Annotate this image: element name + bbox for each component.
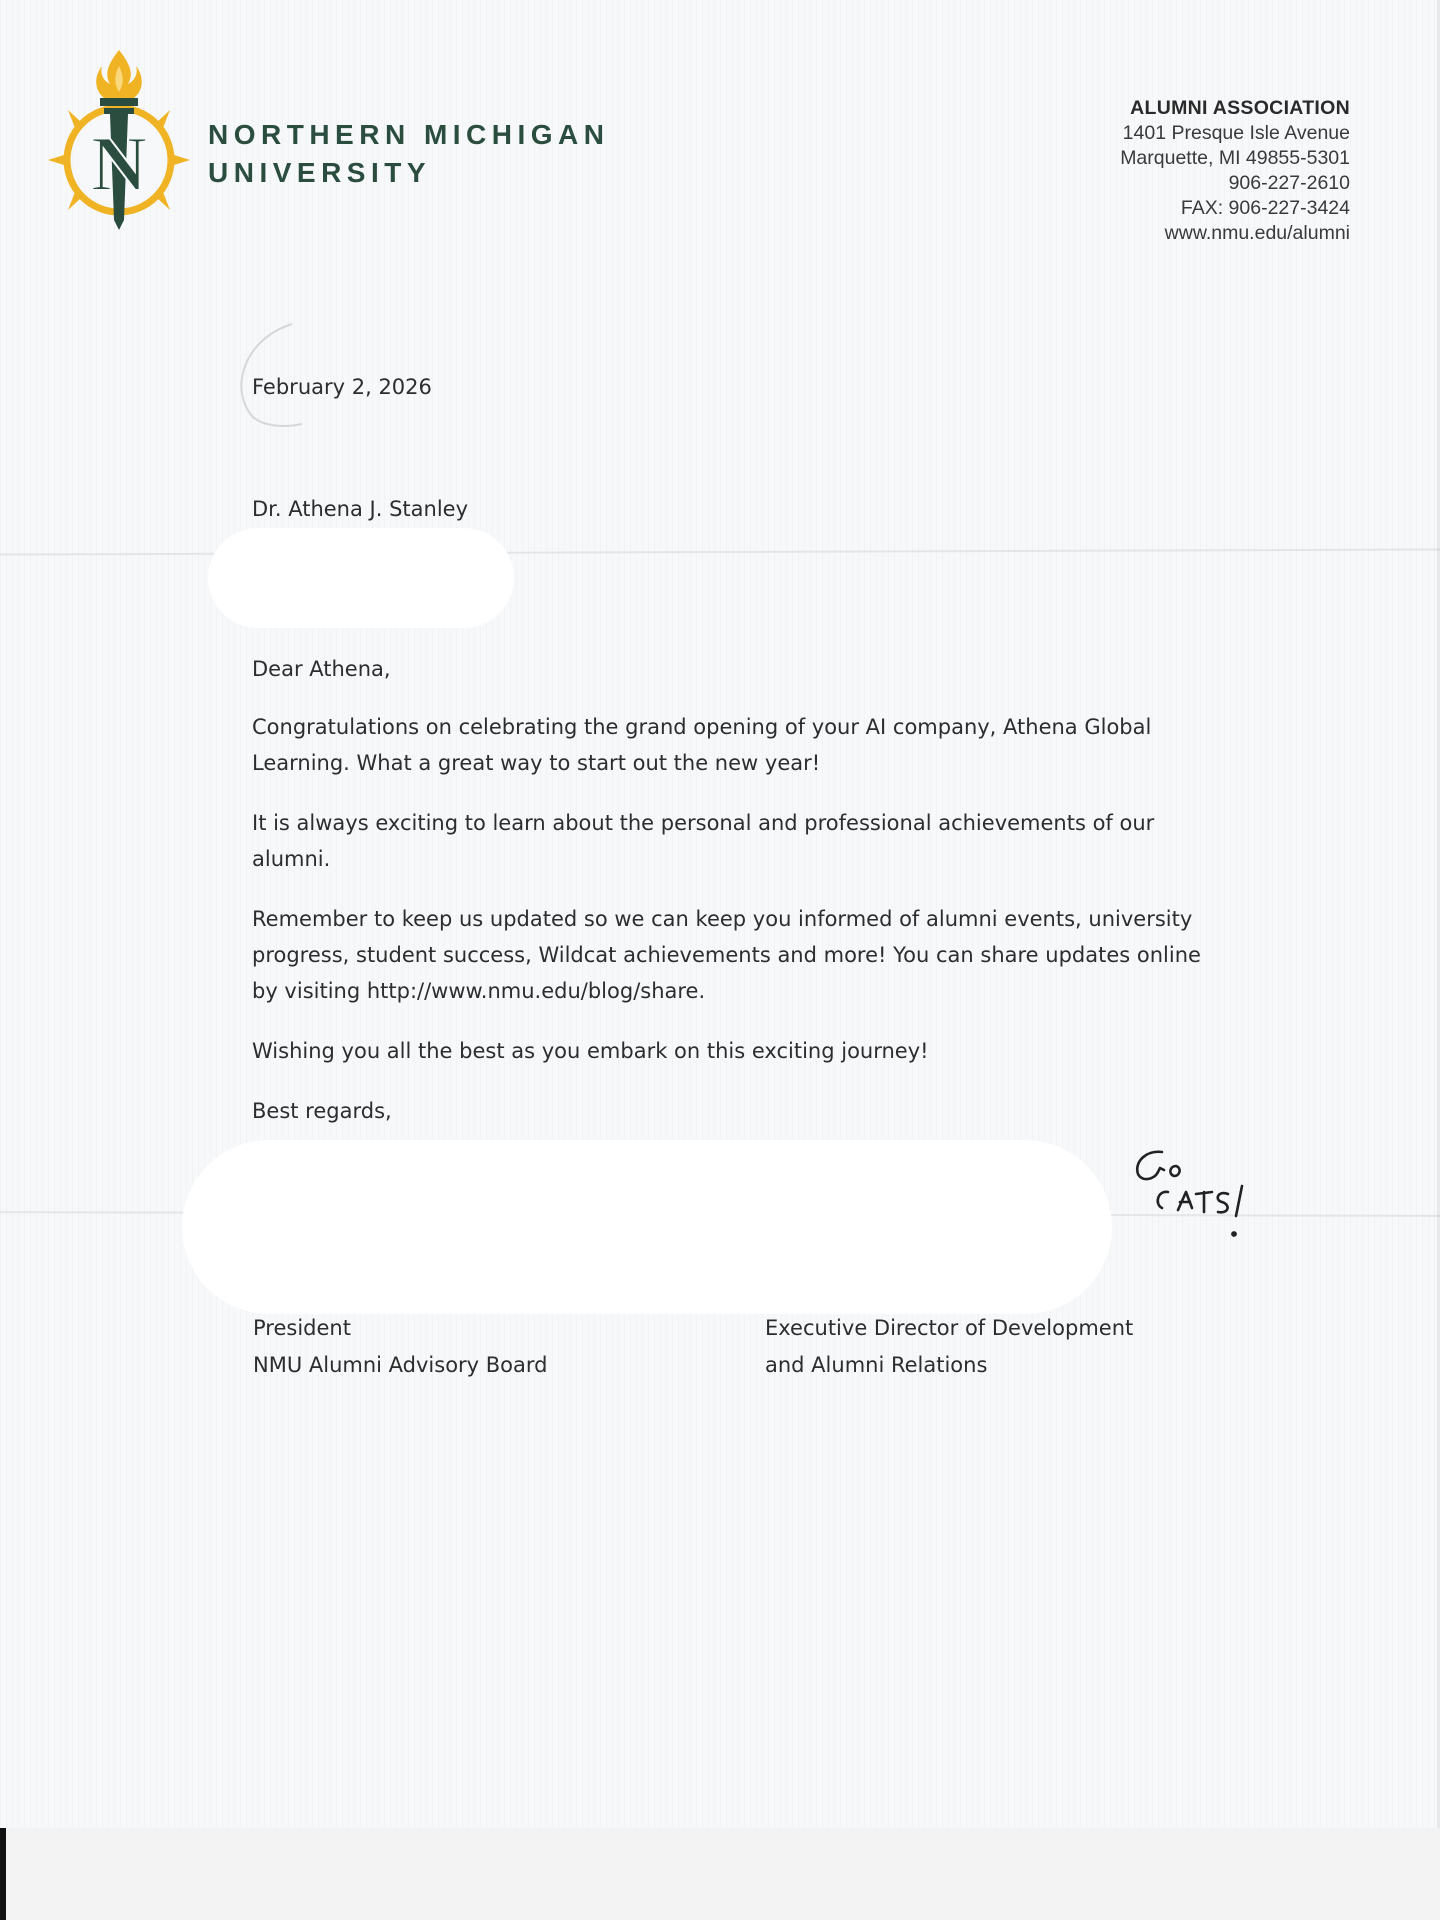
department-name: ALUMNI ASSOCIATION [1130, 97, 1350, 119]
salutation: Dear Athena, [252, 657, 391, 681]
recipient-name: Dr. Athena J. Stanley [252, 497, 469, 521]
signatory-right [765, 1310, 1133, 1384]
city-state-zip: Marquette, MI 49855-5301 [1120, 147, 1350, 169]
letter-body [252, 709, 1212, 1093]
signatory-right-department: and Alumni Relations [765, 1353, 988, 1377]
nmu-torch-logo-icon [44, 44, 194, 234]
return-address-block [1120, 96, 1350, 246]
website-url: www.nmu.edu/alumni [1164, 222, 1350, 244]
scan-background [0, 1828, 1440, 1920]
scan-edge-shadow [0, 1828, 6, 1920]
signatory-left [253, 1310, 548, 1384]
handwritten-note-icon [1128, 1148, 1308, 1278]
paragraph-wishes: Wishing you all the best as you embark on this exciting journey! [252, 1039, 929, 1063]
paragraph-achievements: It is always exciting to learn about the personal and professional achievements of our alumni. [252, 811, 1155, 871]
university-name-line1: NORTHERN MICHIGAN [208, 119, 610, 150]
fax-number: FAX: 906-227-3424 [1180, 197, 1350, 219]
letter-date: February 2, 2026 [252, 375, 432, 399]
signatory-right-title: Executive Director of Development [765, 1316, 1134, 1340]
university-wordmark [208, 116, 610, 192]
signatory-left-organization: NMU Alumni Advisory Board [253, 1353, 548, 1377]
phone-number: 906-227-2610 [1228, 172, 1350, 194]
redacted-address [208, 528, 514, 628]
paragraph-updates: Remember to keep us updated so we can keep you informed of alumni events, university progress, student success, Wildcat achievements and more! You can share updates online by visiting http://www.nmu.edu/blog/share. [252, 907, 1201, 1003]
closing: Best regards, [252, 1099, 392, 1123]
street-address: 1401 Presque Isle Avenue [1122, 122, 1350, 144]
paragraph-congratulations: Congratulations on celebrating the grand opening of your AI company, Athena Global Learning. What a great way to start out the new year! [252, 715, 1152, 775]
signatory-left-title: President [253, 1316, 351, 1340]
logo-monogram: N [90, 120, 148, 207]
redacted-signatures [182, 1140, 1112, 1314]
university-name-line2: UNIVERSITY [208, 157, 432, 188]
